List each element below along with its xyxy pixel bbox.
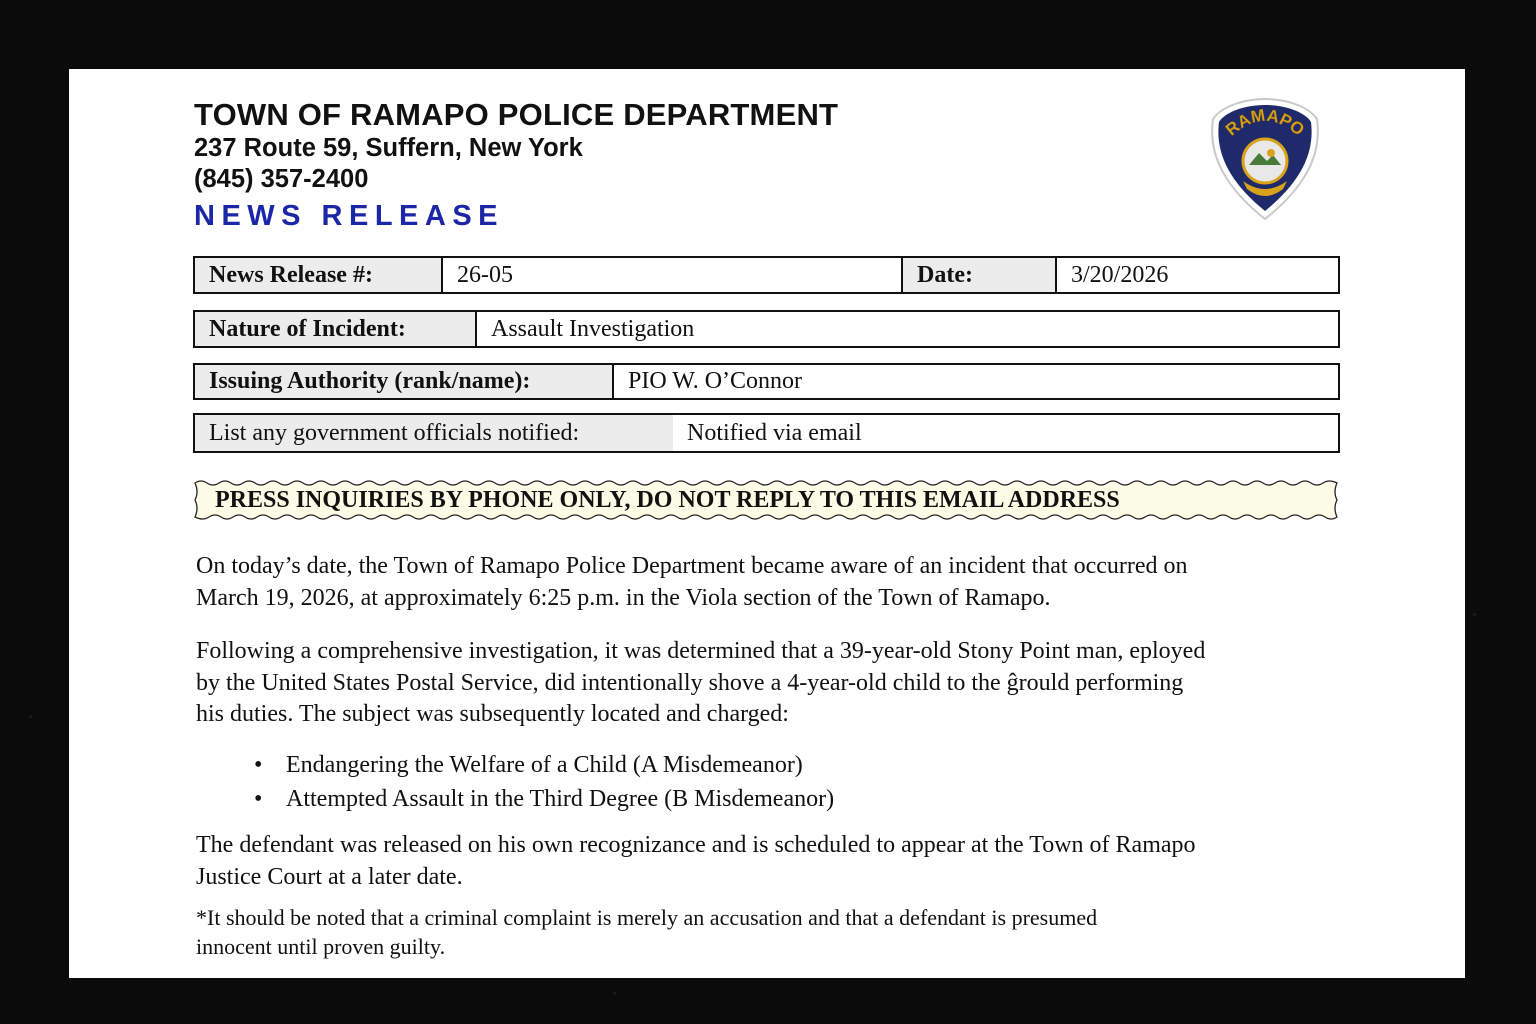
badge-text: RAMAPO xyxy=(1222,105,1308,140)
paragraph-line: The defendant was released on his own recognizance and is scheduled to appear at the Town of Ramapo xyxy=(196,832,1196,858)
bullet-icon: • xyxy=(254,786,263,812)
paragraph-line: by the United States Postal Service, did intentionally shove a 4-year-old child to the ĝrould performing xyxy=(196,669,1184,696)
presumption-note xyxy=(196,903,1356,961)
shield-icon xyxy=(1209,95,1321,223)
issuing-authority-value: PIO W. O’Connor xyxy=(628,368,803,394)
issuing-authority-label: Issuing Authority (rank/name): xyxy=(195,365,614,398)
press-inquiries-banner xyxy=(193,478,1340,522)
date-label: Date: xyxy=(903,258,1057,292)
charges-list xyxy=(196,748,1356,816)
bullet-icon: • xyxy=(254,752,263,778)
charge-text: Attempted Assault in the Third Degree (B Misdemeanor) xyxy=(286,786,835,812)
officials-notified-value: Notified via email xyxy=(687,419,862,446)
news-release-document xyxy=(69,69,1465,978)
note-line: *It should be noted that a criminal complaint is merely an accusation and that a defendant is presumed xyxy=(196,905,1098,930)
charges-list-container xyxy=(196,748,1356,816)
press-inquiries-text: PRESS INQUIRIES BY PHONE ONLY, DO NOT REPLY TO THIS EMAIL ADDRESS xyxy=(215,486,1120,513)
officials-notified-label: List any government officials notified: xyxy=(195,415,673,451)
paragraph-line: On today’s date, the Town of Ramapo Police Department became aware of an incident that occurred on xyxy=(196,553,1188,579)
police-badge-logo xyxy=(1209,95,1321,223)
department-title: TOWN OF RAMAPO POLICE DEPARTMENT xyxy=(194,97,839,132)
department-address: 237 Route 59, Suffern, New York xyxy=(194,134,583,162)
issuing-authority-row xyxy=(193,363,1340,400)
note-line: innocent until proven guilty. xyxy=(196,934,446,959)
paragraph-line: Following a comprehensive investigation, it was determined that a 39-year-old Stony Point man, eployed xyxy=(196,638,1206,664)
paragraph-line: March 19, 2026, at approximately 6:25 p.m. in the Viola section of the Town of Ramapo. xyxy=(196,584,1051,611)
news-release-number-value: 26-05 xyxy=(443,258,903,292)
paragraph-investigation xyxy=(196,636,1356,731)
date-value: 3/20/2026 xyxy=(1071,261,1169,288)
news-release-number-label: News Release #: xyxy=(195,258,443,292)
list-item xyxy=(196,782,1356,816)
officials-notified-row xyxy=(193,413,1340,453)
nature-of-incident-row xyxy=(193,310,1340,348)
paragraph-incident-date xyxy=(196,551,1356,614)
list-item xyxy=(196,748,1356,782)
release-number-date-row xyxy=(193,256,1340,294)
paragraph-line: his duties. The subject was subsequently located and charged: xyxy=(196,701,789,727)
paragraph-line: Justice Court at a later date. xyxy=(196,863,463,890)
charge-text: Endangering the Welfare of a Child (A Misdemeanor) xyxy=(286,752,803,778)
news-release-heading: NEWS RELEASE xyxy=(194,200,505,232)
letterhead xyxy=(194,97,838,235)
department-phone: (845) 357-2400 xyxy=(194,165,369,193)
nature-of-incident-label: Nature of Incident: xyxy=(195,312,477,346)
paragraph-release xyxy=(196,830,1356,893)
nature-of-incident-value: Assault Investigation xyxy=(491,315,695,342)
